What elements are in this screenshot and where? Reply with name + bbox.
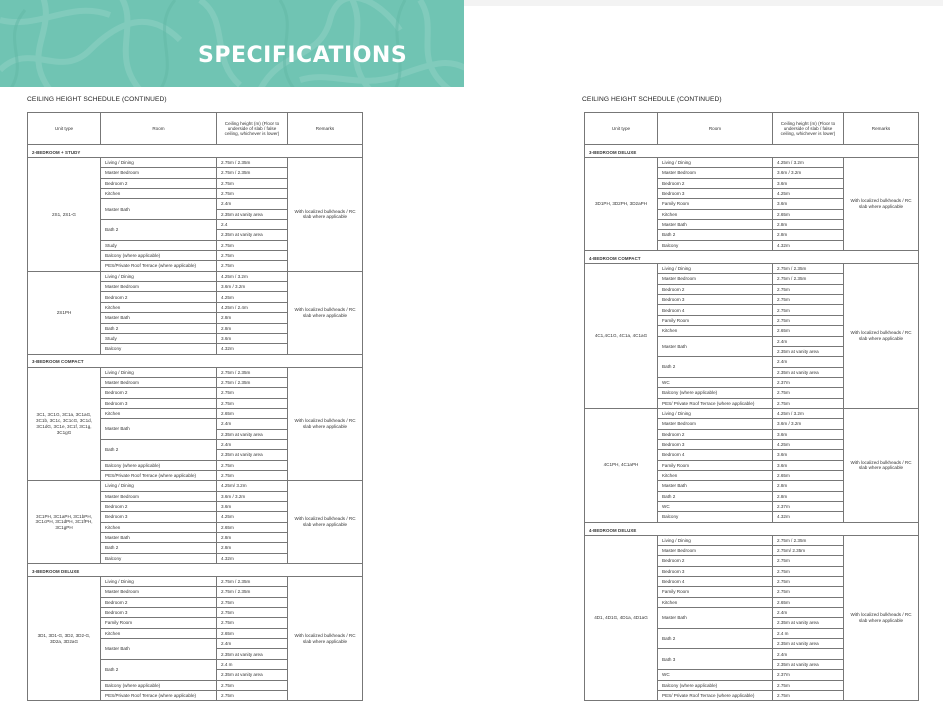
right-ceiling-height-table	[584, 112, 919, 701]
category-label: 3-BEDROOM DELUXE	[28, 564, 363, 577]
ceiling-height-cell: 3.6m	[773, 178, 844, 188]
room-cell: Family Room	[658, 199, 773, 209]
table-row	[585, 408, 919, 418]
room-cell: Bath 2	[658, 628, 773, 649]
ceiling-height-cell: 2.35m at vanity area	[773, 659, 844, 669]
room-cell: Bath 2	[101, 543, 217, 553]
ceiling-height-cell: 3.6m / 3.2m	[217, 282, 288, 292]
ceiling-height-cell: 2.75m	[217, 680, 288, 690]
remarks-cell: With localized bulkheads / RC slab where applicable	[844, 535, 919, 701]
ceiling-height-cell: 2.75m	[773, 388, 844, 398]
unit-type-cell: 3D1PH, 3D2PH, 3D2aPH	[585, 158, 658, 251]
ceiling-height-cell: 2.75m	[773, 690, 844, 700]
table-row	[28, 271, 363, 281]
ceiling-height-cell: 2.75m / 2.35m	[217, 168, 288, 178]
room-cell: Family Room	[658, 315, 773, 325]
room-cell: Master Bedroom	[101, 282, 217, 292]
ceiling-height-cell: 2.65m	[217, 628, 288, 638]
room-cell: Kitchen	[658, 209, 773, 219]
ceiling-height-cell: 2.4m	[773, 608, 844, 618]
ceiling-height-cell: 4.25m / 3.2m	[773, 408, 844, 418]
category-row	[28, 354, 363, 367]
room-cell: Bedroom 3	[658, 566, 773, 576]
category-row	[585, 145, 919, 158]
room-cell: Balcony	[658, 512, 773, 522]
room-cell: PES/ Private Roof Terrace (where applicable)	[658, 690, 773, 700]
ceiling-height-cell: 2.35m at vanity area	[217, 450, 288, 460]
table-row	[28, 367, 363, 377]
ceiling-height-cell: 2.8m	[217, 533, 288, 543]
unit-type-cell: 2S1, 2S1-G	[28, 158, 101, 272]
ceiling-height-cell: 2.75m	[217, 240, 288, 250]
unit-type-cell: 2S1PH	[28, 271, 101, 354]
ceiling-height-cell: 4.32m	[217, 344, 288, 354]
room-cell: Bedroom 2	[658, 284, 773, 294]
table-header-row	[585, 113, 919, 145]
ceiling-height-cell: 2.35m at vanity area	[773, 639, 844, 649]
ceiling-height-cell: 2.8m	[217, 323, 288, 333]
ceiling-height-cell: 2.4m	[773, 357, 844, 367]
ceiling-height-cell: 2.35m at vanity area	[217, 209, 288, 219]
ceiling-height-cell: 2.8m	[773, 481, 844, 491]
ceiling-height-cell: 2.75m / 2.35m	[217, 587, 288, 597]
ceiling-height-cell: 2.4m	[773, 649, 844, 659]
room-cell: Balcony (where applicable)	[101, 460, 217, 470]
ceiling-height-cell: 2.35m at vanity area	[773, 367, 844, 377]
room-cell: WC	[658, 670, 773, 680]
page-banner	[0, 0, 464, 87]
room-cell: Master Bedroom	[101, 491, 217, 501]
ceiling-height-cell: 2.75m / 2.35m	[773, 535, 844, 545]
room-cell: Bedroom 2	[101, 597, 217, 607]
room-cell: Living / Dining	[658, 535, 773, 545]
room-cell: Family Room	[101, 618, 217, 628]
ceiling-height-cell: 2.75m	[217, 251, 288, 261]
room-cell: Bedroom 2	[101, 178, 217, 188]
room-cell: Kitchen	[101, 302, 217, 312]
room-cell: Bedroom 4	[658, 450, 773, 460]
ceiling-height-cell: 2.75m	[773, 284, 844, 294]
room-cell: Living / Dining	[658, 158, 773, 168]
ceiling-height-cell: 2.37m	[773, 377, 844, 387]
room-cell: Kitchen	[101, 522, 217, 532]
ceiling-height-cell: 2.75m	[217, 460, 288, 470]
room-cell: Living / Dining	[658, 408, 773, 418]
ceiling-height-cell: 2.8m	[217, 313, 288, 323]
ceiling-height-cell: 2.8m	[773, 491, 844, 501]
room-cell: WC	[658, 377, 773, 387]
room-cell: Balcony	[101, 553, 217, 563]
ceiling-height-cell: 2.4m	[217, 419, 288, 429]
table-row	[28, 158, 363, 168]
room-cell: PES/Private Roof Terrace (where applicable)	[101, 690, 217, 700]
ceiling-height-cell: 2.75m	[773, 577, 844, 587]
ceiling-height-cell: 3.6m	[217, 502, 288, 512]
room-cell: Bedroom 3	[658, 189, 773, 199]
table-row	[585, 264, 919, 274]
room-cell: Master Bedroom	[101, 587, 217, 597]
room-cell: Family Room	[658, 460, 773, 470]
header-unit-type: Unit type	[28, 113, 101, 145]
room-cell: Bedroom 2	[101, 292, 217, 302]
room-cell: PES/Private Roof Terrace (where applicable)	[101, 470, 217, 480]
ceiling-height-cell: 2.65m	[773, 209, 844, 219]
room-cell: Bath 2	[658, 230, 773, 240]
room-cell: Balcony	[658, 240, 773, 250]
ceiling-height-cell: 3.6m	[773, 429, 844, 439]
room-cell: Bedroom 3	[658, 439, 773, 449]
ceiling-height-cell: 2.35m at vanity area	[217, 429, 288, 439]
ceiling-height-cell: 2.8m	[773, 230, 844, 240]
room-cell: Bath 2	[658, 357, 773, 378]
room-cell: Kitchen	[658, 326, 773, 336]
ceiling-height-cell: 2.65m	[773, 597, 844, 607]
ceiling-height-cell: 2.35m at vanity area	[217, 670, 288, 680]
category-row	[585, 522, 919, 535]
room-cell: Kitchen	[101, 628, 217, 638]
ceiling-height-cell: 3.6m	[773, 450, 844, 460]
room-cell: Master Bath	[101, 199, 217, 220]
room-cell: Bedroom 3	[101, 608, 217, 618]
ceiling-height-cell: 4.32m	[217, 553, 288, 563]
ceiling-height-cell: 2.75m	[773, 566, 844, 576]
unit-type-cell: 4D1, 4D1G, 4D1a, 4D1aG	[585, 535, 658, 701]
remarks-cell: With localized bulkheads / RC slab where applicable	[288, 481, 363, 564]
category-label: 3-BEDROOM DELUXE	[585, 145, 919, 158]
room-cell: Bath 2	[101, 439, 217, 460]
ceiling-height-cell: 4.25m	[217, 512, 288, 522]
remarks-cell: With localized bulkheads / RC slab where applicable	[844, 408, 919, 522]
room-cell: Master Bath	[101, 533, 217, 543]
table-row	[28, 481, 363, 491]
room-cell: Kitchen	[658, 470, 773, 480]
ceiling-height-cell: 3.6m	[217, 333, 288, 343]
ceiling-height-cell: 2.37m	[773, 670, 844, 680]
header-unit-type: Unit type	[585, 113, 658, 145]
unit-type-cell: 3C1PH, 3C1aPH, 3C1bPH, 3C1cPH, 3C1dPH, 3C1fPH, 3C1gPH	[28, 481, 101, 564]
remarks-cell: With localized bulkheads / RC slab where applicable	[844, 264, 919, 409]
header-room: Room	[101, 113, 217, 145]
ceiling-height-cell: 4.25m / 3.2m	[773, 158, 844, 168]
ceiling-height-cell: 2.75m	[217, 261, 288, 271]
ceiling-height-cell: 4.25m	[773, 439, 844, 449]
unit-type-cell: 3D1, 3D1-G, 3D2, 3D2-G, 3D2a, 3D2aG	[28, 577, 101, 701]
category-label: 4-BEDROOM COMPACT	[585, 251, 919, 264]
ceiling-height-cell: 2.35m at vanity area	[217, 230, 288, 240]
remarks-cell: With localized bulkheads / RC slab where applicable	[844, 158, 919, 251]
ceiling-height-cell: 2.4m	[217, 639, 288, 649]
right-section-heading: CEILING HEIGHT SCHEDULE (CONTINUED)	[582, 96, 722, 103]
ceiling-height-cell: 2.35m at vanity area	[217, 649, 288, 659]
ceiling-height-cell: 2.75m	[217, 470, 288, 480]
ceiling-height-cell: 2.75m	[217, 189, 288, 199]
room-cell: Living / Dining	[101, 367, 217, 377]
room-cell: Living / Dining	[101, 158, 217, 168]
ceiling-height-cell: 2.75m	[217, 178, 288, 188]
ceiling-height-cell: 2.65m	[217, 522, 288, 532]
room-cell: Master Bath	[658, 608, 773, 629]
ceiling-height-cell: 3.6m / 3.2m	[217, 491, 288, 501]
ceiling-height-cell: 2.35m at vanity area	[773, 346, 844, 356]
ceiling-height-cell: 2.4m	[217, 199, 288, 209]
ceiling-height-cell: 2.75m	[217, 618, 288, 628]
room-cell: Living / Dining	[101, 577, 217, 587]
room-cell: Bedroom 3	[658, 295, 773, 305]
table-header-row	[28, 113, 363, 145]
ceiling-height-cell: 2.75m / 2.35m	[773, 264, 844, 274]
room-cell: Bedroom 3	[101, 512, 217, 522]
room-cell: Master Bedroom	[658, 546, 773, 556]
room-cell: Family Room	[658, 587, 773, 597]
room-cell: Master Bath	[658, 220, 773, 230]
ceiling-height-cell: 2.75m / 2.35m	[217, 158, 288, 168]
ceiling-height-cell: 2.75m / 2.35m	[217, 367, 288, 377]
ceiling-height-cell: 2.75m	[773, 556, 844, 566]
ceiling-height-cell: 2.75m / 2.35m	[217, 577, 288, 587]
ceiling-height-cell: 4.25m	[217, 292, 288, 302]
header-ceiling-height: Ceiling height (m) (Floor to underside of slab / false ceiling, whichever is lower)	[773, 113, 844, 145]
page-title: SPECIFICATIONS	[198, 43, 408, 68]
remarks-cell: With localized bulkheads / RC slab where applicable	[288, 271, 363, 354]
ceiling-height-cell: 2.4 m	[217, 659, 288, 669]
category-label: 2-BEDROOM + STUDY	[28, 145, 363, 158]
table-row	[585, 158, 919, 168]
room-cell: Living / Dining	[101, 271, 217, 281]
room-cell: Bedroom 2	[658, 429, 773, 439]
room-cell: Bedroom 2	[101, 388, 217, 398]
left-section-heading: CEILING HEIGHT SCHEDULE (CONTINUED)	[27, 96, 167, 103]
ceiling-height-cell: 4.25m	[773, 189, 844, 199]
ceiling-height-cell: 2.75m	[773, 587, 844, 597]
ceiling-height-cell: 2.75m	[773, 315, 844, 325]
ceiling-height-cell: 2.65m	[217, 408, 288, 418]
room-cell: Balcony (where applicable)	[101, 251, 217, 261]
room-cell: Bath 2	[101, 659, 217, 680]
ceiling-height-cell: 2.4m	[773, 336, 844, 346]
ceiling-height-cell: 4.32m	[773, 512, 844, 522]
room-cell: Study	[101, 240, 217, 250]
ceiling-height-cell: 2.75m	[773, 295, 844, 305]
ceiling-height-cell: 2.75m	[217, 690, 288, 700]
room-cell: Bedroom 3	[101, 398, 217, 408]
room-cell: Bath 2	[101, 220, 217, 241]
ceiling-height-cell: 2.75m / 2.35m	[773, 274, 844, 284]
room-cell: Bedroom 4	[658, 305, 773, 315]
ceiling-height-cell: 4.25m/ 3.2m	[217, 481, 288, 491]
room-cell: Bath 2	[101, 323, 217, 333]
room-cell: PES/ Private Roof Terrace (where applicable)	[658, 398, 773, 408]
room-cell: Bedroom 2	[658, 178, 773, 188]
ceiling-height-cell: 2.75m	[773, 305, 844, 315]
ceiling-height-cell: 2.37m	[773, 502, 844, 512]
room-cell: Master Bath	[658, 336, 773, 357]
left-ceiling-height-table	[27, 112, 363, 701]
category-row	[585, 251, 919, 264]
room-cell: Bedroom 4	[658, 577, 773, 587]
ceiling-height-cell: 2.65m	[773, 326, 844, 336]
ceiling-height-cell: 3.6m / 3.2m	[773, 419, 844, 429]
room-cell: Master Bath	[658, 481, 773, 491]
ceiling-height-cell: 2.35m at vanity area	[773, 618, 844, 628]
room-cell: Living / Dining	[101, 481, 217, 491]
ceiling-height-cell: 3.6m / 3.2m	[773, 168, 844, 178]
ceiling-height-cell: 2.8m	[773, 220, 844, 230]
ceiling-height-cell: 2.75m	[217, 388, 288, 398]
room-cell: Master Bedroom	[658, 274, 773, 284]
unit-type-cell: 4C1,4C1G, 4C1a, 4C1aG	[585, 264, 658, 409]
ceiling-height-cell: 4.25m / 2.4m	[217, 302, 288, 312]
header-ceiling-height: Ceiling height (m) (Floor to underside of slab / false ceiling, whichever is lower)	[217, 113, 288, 145]
ceiling-height-cell: 3.6m	[773, 460, 844, 470]
room-cell: Bedroom 2	[658, 556, 773, 566]
top-strip	[464, 0, 943, 6]
room-cell: WC	[658, 502, 773, 512]
category-row	[28, 145, 363, 158]
room-cell: Master Bedroom	[658, 168, 773, 178]
ceiling-height-cell: 4.32m	[773, 240, 844, 250]
ceiling-height-cell: 2.75m	[217, 398, 288, 408]
room-cell: Bedroom 2	[101, 502, 217, 512]
room-cell: Kitchen	[101, 408, 217, 418]
table-row	[585, 535, 919, 545]
category-label: 4-BEDROOM DELUXE	[585, 522, 919, 535]
room-cell: Study	[101, 333, 217, 343]
ceiling-height-cell: 2.75m	[773, 398, 844, 408]
ceiling-height-cell: 4.25m / 3.2m	[217, 271, 288, 281]
ceiling-height-cell: 2.4m	[217, 439, 288, 449]
unit-type-cell: 4C1PH, 4C1aPH	[585, 408, 658, 522]
room-cell: Bath 2	[658, 491, 773, 501]
room-cell: Master Bedroom	[101, 168, 217, 178]
ceiling-height-cell: 2.75m/ 2.35m	[773, 546, 844, 556]
ceiling-height-cell: 2.75m	[217, 608, 288, 618]
ceiling-height-cell: 2.4	[217, 220, 288, 230]
room-cell: Bath 3	[658, 649, 773, 670]
header-room: Room	[658, 113, 773, 145]
table-row	[28, 577, 363, 587]
room-cell: Master Bath	[101, 313, 217, 323]
room-cell: Master Bath	[101, 419, 217, 440]
ceiling-height-cell: 2.75m	[217, 597, 288, 607]
unit-type-cell: 3C1, 3C1G, 3C1a, 3C1aG, 3C1b, 3C1c, 3C1cG, 3C1d, 3C1dG, 3C1e, 3C1f, 3C1g, 3C1gG	[28, 367, 101, 481]
room-cell: Balcony	[101, 344, 217, 354]
ceiling-height-cell: 2.75m	[773, 680, 844, 690]
ceiling-height-cell: 2.75m / 2.35m	[217, 377, 288, 387]
header-remarks: Remarks	[844, 113, 919, 145]
room-cell: Master Bedroom	[101, 377, 217, 387]
remarks-cell: With localized bulkheads / RC slab where applicable	[288, 158, 363, 272]
room-cell: Master Bath	[101, 639, 217, 660]
room-cell: Balcony (where applicable)	[658, 388, 773, 398]
room-cell: Living / Dining	[658, 264, 773, 274]
header-remarks: Remarks	[288, 113, 363, 145]
room-cell: PES/Private Roof Terrace (where applicable)	[101, 261, 217, 271]
ceiling-height-cell: 2.4 m	[773, 628, 844, 638]
room-cell: Balcony (where applicable)	[658, 680, 773, 690]
room-cell: Master Bedroom	[658, 419, 773, 429]
ceiling-height-cell: 2.65m	[773, 470, 844, 480]
remarks-cell: With localized bulkheads / RC slab where applicable	[288, 577, 363, 701]
room-cell: Kitchen	[101, 189, 217, 199]
room-cell: Balcony (where applicable)	[101, 680, 217, 690]
category-row	[28, 564, 363, 577]
ceiling-height-cell: 3.6m	[773, 199, 844, 209]
category-label: 3-BEDROOM COMPACT	[28, 354, 363, 367]
room-cell: Kitchen	[658, 597, 773, 607]
remarks-cell: With localized bulkheads / RC slab where applicable	[288, 367, 363, 481]
ceiling-height-cell: 2.8m	[217, 543, 288, 553]
